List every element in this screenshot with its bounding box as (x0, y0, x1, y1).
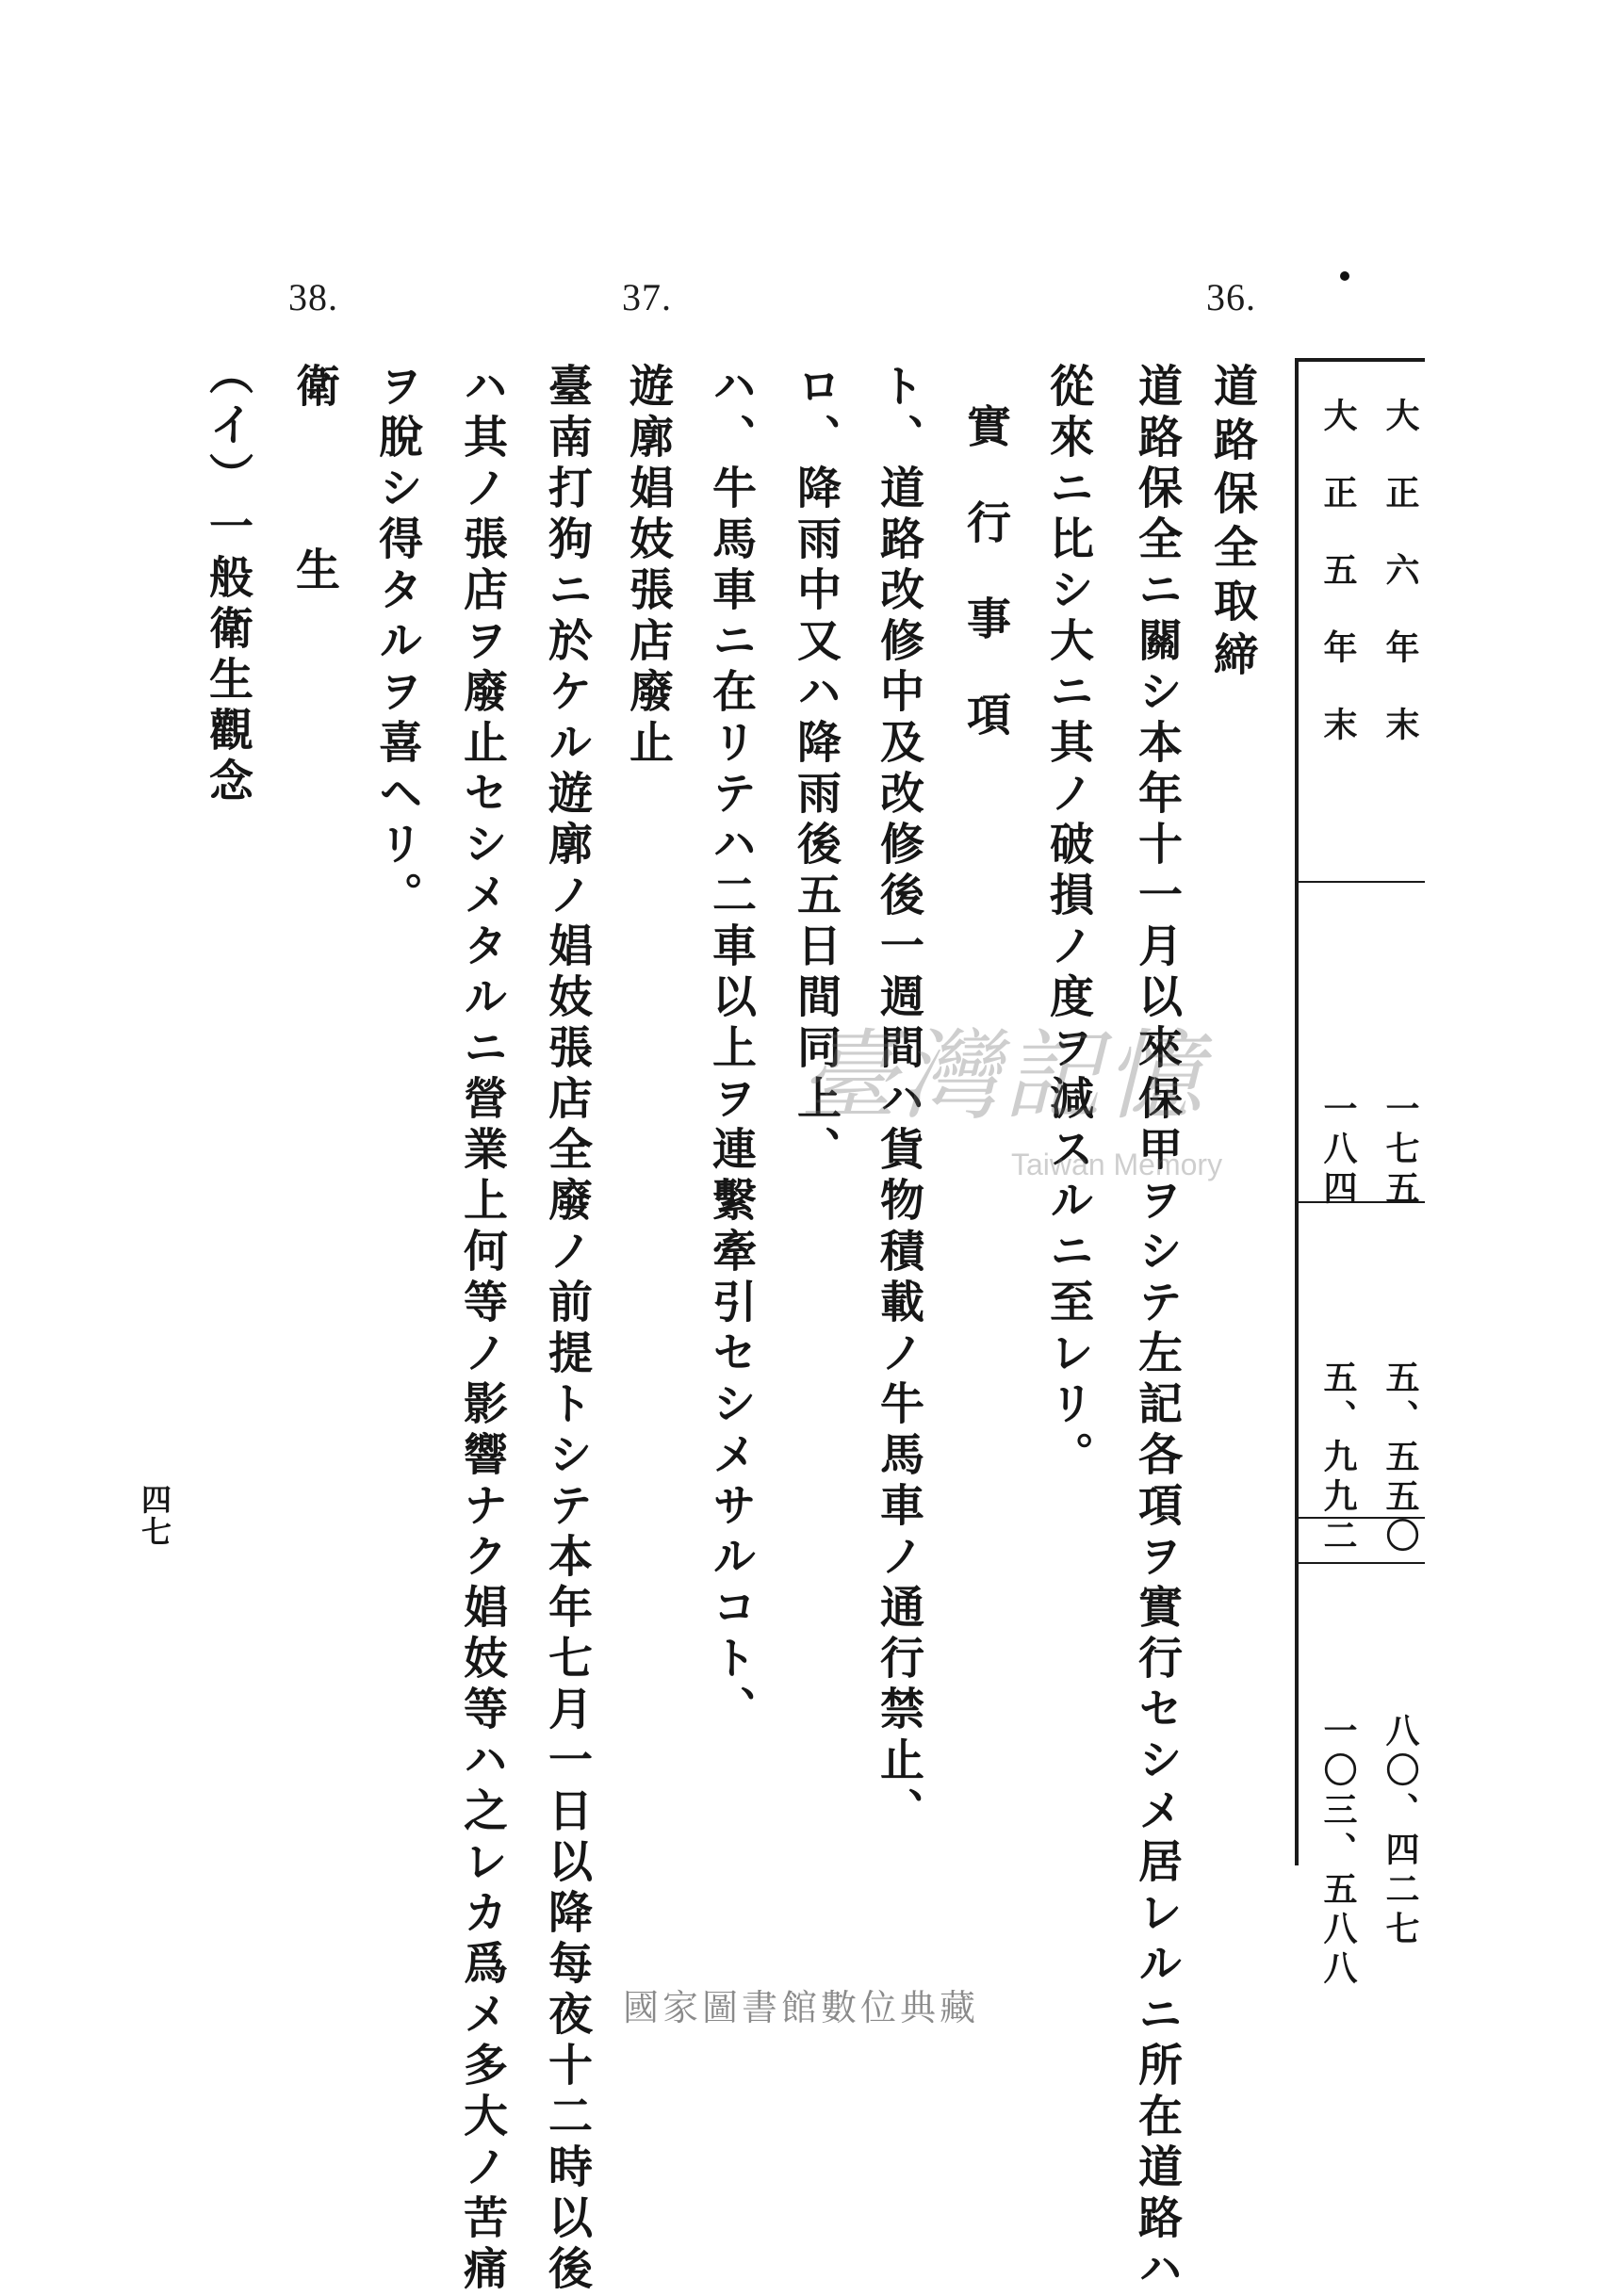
watermark-logo (799, 1018, 1242, 1197)
section-36-body-line-2: 從來ニ比シ大ニ其ノ破損ノ度ヲ減スルニ至レリ。 (1042, 363, 1094, 1482)
table-value-r2-c1: 五、五五〇 (1381, 1360, 1420, 1557)
section-36-item-ro: ロ、降雨中又ハ降雨後五日間同上、 (790, 363, 842, 1177)
section-number-38: 38. (288, 276, 338, 318)
footer-library-credit: 國家圖書館數位典藏 (622, 1987, 979, 2028)
section-36-subheading: 實 行 事 項 (959, 403, 1011, 740)
table-header-1917: 大正六年末 (1381, 398, 1420, 784)
section-36-body-line-1: 道路保全ニ關シ本年十一月以來保甲ヲシテ左記各項ヲ實行セシメ居レルニ所在道路ハ (1131, 363, 1183, 2296)
section-37-body-line-1: 臺南打狗ニ於ケル遊廓ノ娼妓張店全廢ノ前提トシテ本年七月一日以降每夜十二時以後 (541, 363, 593, 2296)
section-36-title: 道路保全取締 (1206, 363, 1258, 685)
table-value-r3-c2: 一〇三、五八八 (1318, 1713, 1358, 1990)
table-header-1916: 大正五年末 (1318, 398, 1358, 784)
section-37-title: 遊廓娼妓張店廢止 (622, 363, 674, 770)
section-37-body-line-3: ヲ脫シ得タルヲ喜ヘリ。 (371, 363, 423, 922)
table-left-rule (1295, 358, 1299, 1865)
table-value-r2-c2: 五、九九二 (1318, 1360, 1358, 1557)
section-38-title: 衛 生 (288, 363, 340, 608)
watermark-sub-text: Taiwan Memory (1011, 1148, 1223, 1181)
section-number-36: 36. (1206, 276, 1256, 318)
table-divider-1 (1299, 881, 1425, 883)
table-value-r1-c1: 一七五 (1381, 1091, 1420, 1210)
table-value-r1-c2: 一八四 (1318, 1091, 1358, 1210)
statistics-table (1295, 358, 1425, 1990)
table-top-rule (1295, 358, 1425, 362)
section-38-subheading: （イ）一般衛生觀念 (202, 350, 253, 808)
section-number-37: 37. (622, 276, 672, 318)
page-number: 四七 (137, 1484, 172, 1548)
section-37-body-line-2: ハ其ノ張店ヲ廢止セシメタルニ營業上何等ノ影響ナク娼妓等ハ之レカ爲メ多大ノ苦痛 (456, 363, 508, 2296)
table-value-r3-c1: 八〇、四二七 (1381, 1713, 1420, 1950)
section-36-item-to: ト、道路改修中及改修後一週間ハ貨物積載ノ牛馬車ノ通行禁止、 (873, 363, 924, 1838)
watermark-main-text: 臺灣記憶 (799, 1018, 1207, 1133)
section-36-item-ha: ハ、牛馬車ニ在リテハ二車以上ヲ連繫牽引セシメサルコト、 (705, 363, 757, 1736)
table-divider-4 (1299, 1562, 1425, 1564)
bullet-mark (1340, 271, 1349, 281)
